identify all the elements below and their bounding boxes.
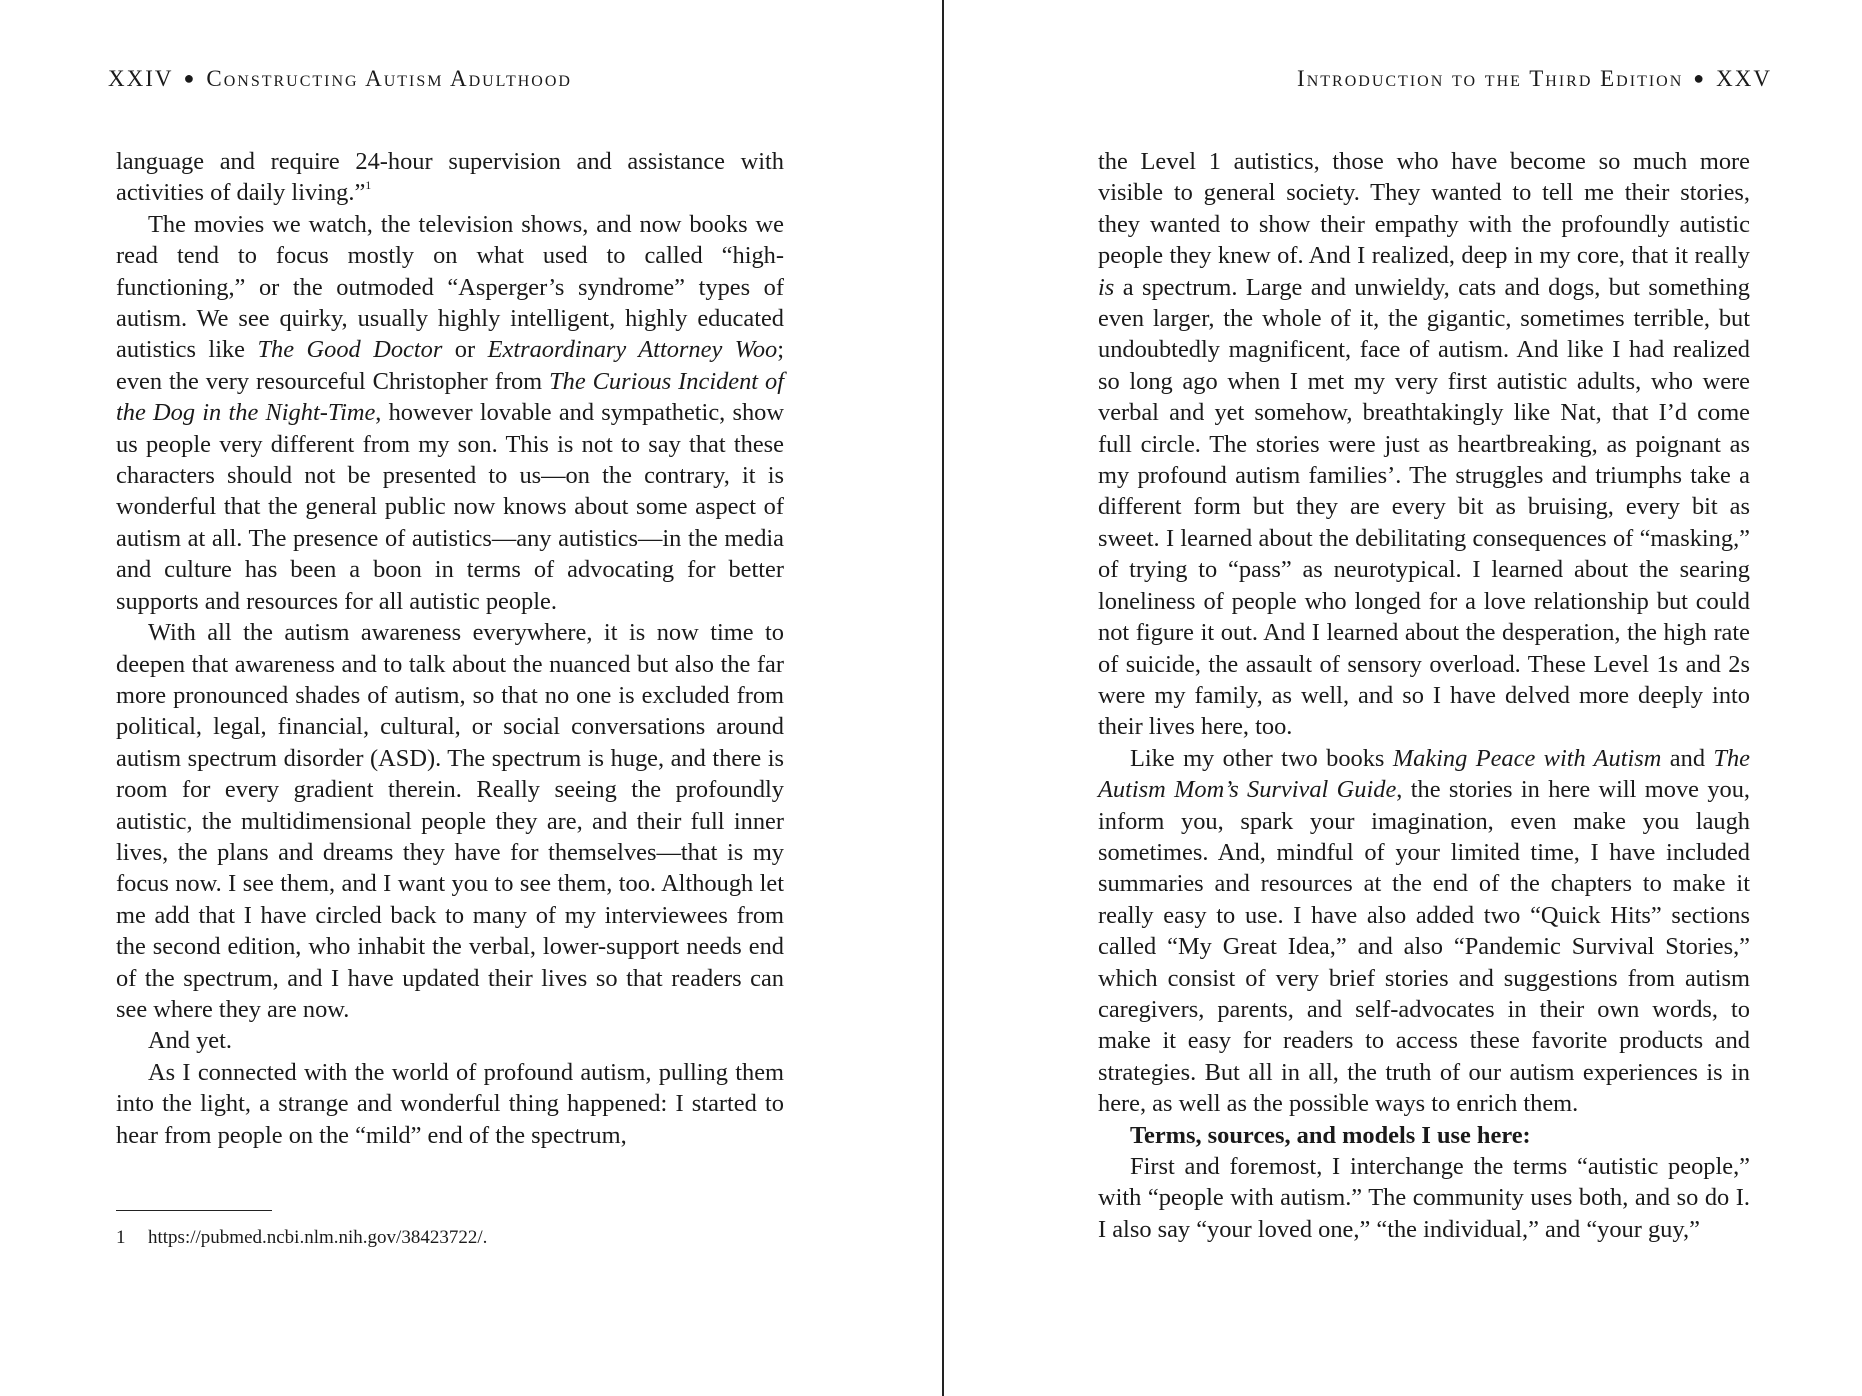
italic-text: The Curious Incident of the Dog in the Night-Time <box>116 367 784 427</box>
paragraph <box>116 146 784 209</box>
text-run: With all the autism awareness everywhere, it is now time to deepen that awareness and to talk about the nuanced but also the far more pronounced shades of autism, so that no one is excluded from political, legal, financial, cultural, or social conversations around autism spectrum disorder (ASD). The spectrum is huge, and there is room for every gradient therein. Really seeing the profoundly autistic, the multidimensional people they are, and their full inner lives, the plans and dreams they have for themselves—that is my focus now. I see them, and I want you to see them, too. Although let me add that I have circled back to many of my interviewees from the second edition, who inhabit the verbal, lower-support needs end of the spectrum, and I have updated their lives so that readers can see where they are now. <box>116 619 784 1023</box>
italic-text: Making Peace with Autism <box>1392 744 1662 772</box>
text-run: or <box>442 336 488 364</box>
text-run: And yet. <box>148 1027 232 1055</box>
paragraph <box>116 209 784 617</box>
text-run: a spectrum. Large and unwieldy, cats and dogs, but something even larger, the whole of it, the gigantic, sometimes terrible, but undoubtedly magnificent, face of autism. And like I had realized so long ago when I met my very first autistic adults, who were verbal and yet somehow, breathtakingly like Nat, that I’d come full circle. The stories were just as heartbreaking, as poignant as my profound autism families’. The struggles and triumphs take a different form but they are every bit as bruising, every bit as sweet. I learned about the debilitating consequences of “masking,” of trying to “pass” as neurotypical. I learned about the searing loneliness of people who longed for a love relationship but could not figure it out. And I learned about the desperation, the high rate of suicide, the assault of sensory overload. These Level 1s and 2s were my family, as well, and so I have delved more deeply into their lives here, too. <box>1098 273 1750 741</box>
footnote <box>116 1226 487 1250</box>
left-running-header <box>108 66 572 92</box>
footnote-number: 1 <box>116 1227 126 1248</box>
right-running-header <box>1297 66 1772 92</box>
paragraph <box>1098 146 1750 743</box>
italic-text: The Autism Mom’s Survival Guide <box>1098 744 1751 804</box>
footnote-rule <box>116 1210 272 1211</box>
text-run: the Level 1 autistics, those who have become so much more visible to general society. They wanted to tell me their stories, they wanted to show their empathy with the profoundly autistic people they knew of. And I realized, deep in my core, that it really <box>1098 148 1750 270</box>
text-run: Like my other two books <box>1130 744 1393 772</box>
right-running-head: Introduction to the Third Edition <box>1297 66 1684 91</box>
text-run: and <box>1661 744 1714 772</box>
text-run: First and foremost, I interchange the terms “autistic people,” with “people with autism.” The community uses both, and so do I. I also say “your loved one,” “the individual,” and “your guy,” <box>1098 1153 1750 1243</box>
paragraph <box>116 617 784 1025</box>
right-folio: XXV <box>1716 66 1772 91</box>
left-running-head: Constructing Autism Adulthood <box>206 66 572 91</box>
italic-text: The Good Doctor <box>257 336 443 364</box>
header-bullet-icon: ● <box>183 68 197 88</box>
text-run: , however lovable and sympathetic, show us people very different from my son. This is not to say that these characters should not be presented to us—on the contrary, it is wonderful that the general public now knows about some aspect of autism at all. The presence of autistics—any autistics—in the media and culture has been a boon in terms of advocating for better supports and resources for all autistic people. <box>116 399 784 615</box>
paragraph <box>1098 1120 1750 1151</box>
right-body-text <box>1098 146 1750 1245</box>
footnote-ref: 1 <box>365 178 372 193</box>
footnote-text: https://pubmed.ncbi.nlm.nih.gov/38423722/. <box>148 1227 488 1248</box>
text-run: language and require 24-hour supervision and assistance with activities of daily living.” <box>116 148 784 207</box>
text-run: , the stories in here will move you, inform you, spark your imagination, even make you laugh sometimes. And, mindful of your limited time, I have included summaries and resources at the end of the chapters to make it really easy to use. I have also added two “Quick Hits” sections called “My Great Idea,” and also “Pandemic Survival Stories,” which consist of very brief stories and suggestions from autism caregivers, parents, and self-advocates in their own words, to make it easy for readers to access these favorite products and strategies. But all in all, the truth of our autism experiences is in here, as well as the possible ways to enrich them. <box>1098 776 1751 1118</box>
paragraph <box>116 1025 784 1056</box>
text-run: ; even the very resourceful Christopher from <box>116 336 784 395</box>
subheading: Terms, sources, and models I use here: <box>1130 1121 1531 1149</box>
italic-text: Extraordinary Attorney Woo <box>487 336 778 364</box>
right-page <box>944 0 1862 1396</box>
text-run: The movies we watch, the television shows, and now books we read tend to focus mostly on what used to called “high-functioning,” or the outmoded “Asperger’s syndrome” types of autism. We see quirky, usually highly intelligent, highly educated autistics like <box>116 210 784 364</box>
left-folio: XXIV <box>108 66 174 91</box>
italic-text: is <box>1098 273 1115 301</box>
header-bullet-icon: ● <box>1693 68 1707 88</box>
paragraph <box>1098 743 1750 1120</box>
paragraph <box>1098 1151 1750 1245</box>
paragraph <box>116 1057 784 1151</box>
text-run: As I connected with the world of profound autism, pulling them into the light, a strange and wonderful thing happened: I started to hear from people on the “mild” end of the spectrum, <box>116 1058 784 1149</box>
left-body-text <box>116 146 784 1151</box>
